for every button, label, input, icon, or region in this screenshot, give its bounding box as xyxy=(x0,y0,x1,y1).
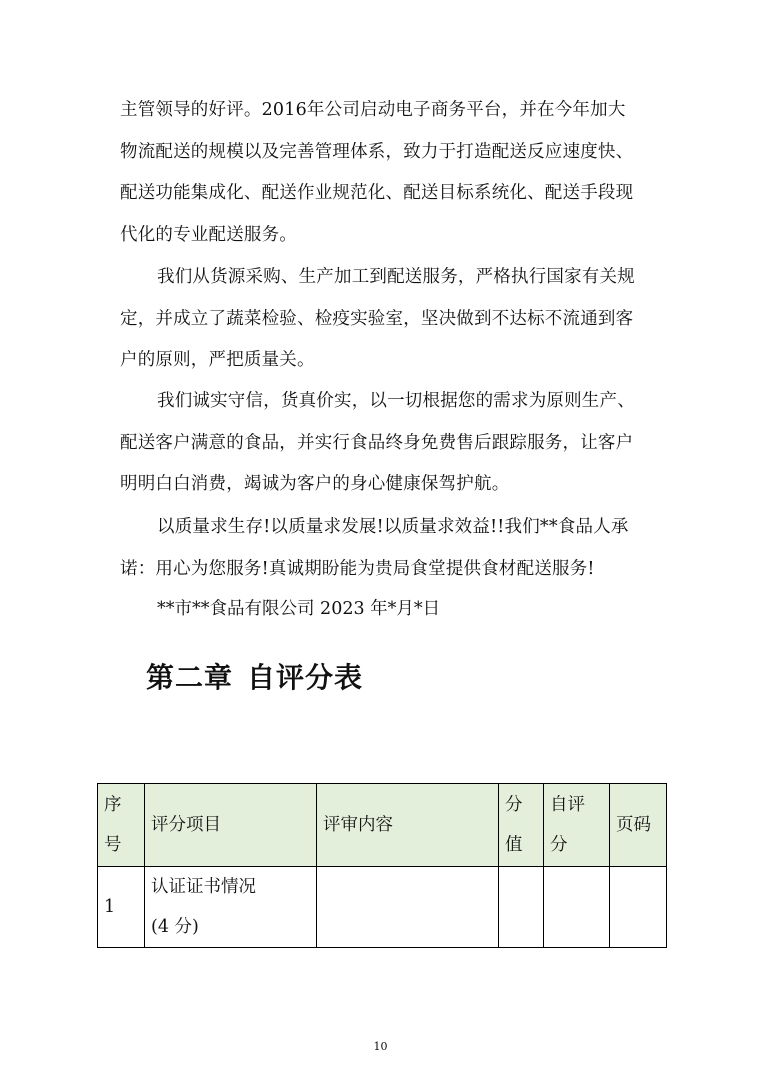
header-seq xyxy=(98,784,145,867)
chapter-number: 第二章 xyxy=(146,661,234,694)
header-seq-line2: 号 xyxy=(104,835,122,855)
header-item: 评分项目 xyxy=(145,784,317,867)
paragraph-3: 我们诚实守信，货真价实，以一切根据您的需求为原则生产、配送客户满意的食品，并实行食品终身免费售后跟踪服务，让客户明明白白消费，竭诚为客户的身心健康保驾护航。 xyxy=(120,391,635,494)
cell-content xyxy=(317,867,499,948)
table-row xyxy=(98,867,667,948)
self-evaluation-table xyxy=(97,783,667,948)
page-number: 10 xyxy=(373,1040,388,1053)
signature-line: **市**食品有限公司 2023 年*月*日 xyxy=(157,599,441,619)
cell-item-line2: (4 分) xyxy=(151,917,199,937)
header-score-line1: 分 xyxy=(505,795,523,815)
cell-page xyxy=(610,867,667,948)
header-content: 评审内容 xyxy=(317,784,499,867)
header-self-line2: 分 xyxy=(550,835,568,855)
table-header-row xyxy=(98,784,667,867)
chapter-heading xyxy=(146,656,363,696)
header-self-line1: 自评 xyxy=(550,795,585,815)
header-score xyxy=(499,784,544,867)
cell-score xyxy=(499,867,544,948)
header-self-score xyxy=(544,784,610,867)
chapter-title: 自评分表 xyxy=(247,661,364,694)
header-page: 页码 xyxy=(610,784,667,867)
paragraph-4: 以质量求生存!以质量求发展!以质量求效益!!我们**食品人承诺：用心为您服务!真诚期盼能为贵局食堂提供食材配送服务! xyxy=(120,517,629,579)
cell-self-score xyxy=(544,867,610,948)
paragraph-1: 主管领导的好评。2016年公司启动电子商务平台，并在今年加大物流配送的规模以及完善管理体系，致力于打造配送反应速度快、配送功能集成化、配送作业规范化、配送目标系统化、配送手段现代化的专业配送服务。 xyxy=(120,100,634,245)
cell-item xyxy=(145,867,317,948)
paragraph-2: 我们从货源采购、生产加工到配送服务，严格执行国家有关规定，并成立了蔬菜检验、检疫实验室，坚决做到不达标不流通到客户的原则，严把质量关。 xyxy=(120,267,635,370)
header-score-line2: 值 xyxy=(505,835,523,855)
cell-item-line1: 认证证书情况 xyxy=(151,877,256,897)
header-seq-line1: 序 xyxy=(104,795,122,815)
cell-seq: 1 xyxy=(98,867,145,948)
